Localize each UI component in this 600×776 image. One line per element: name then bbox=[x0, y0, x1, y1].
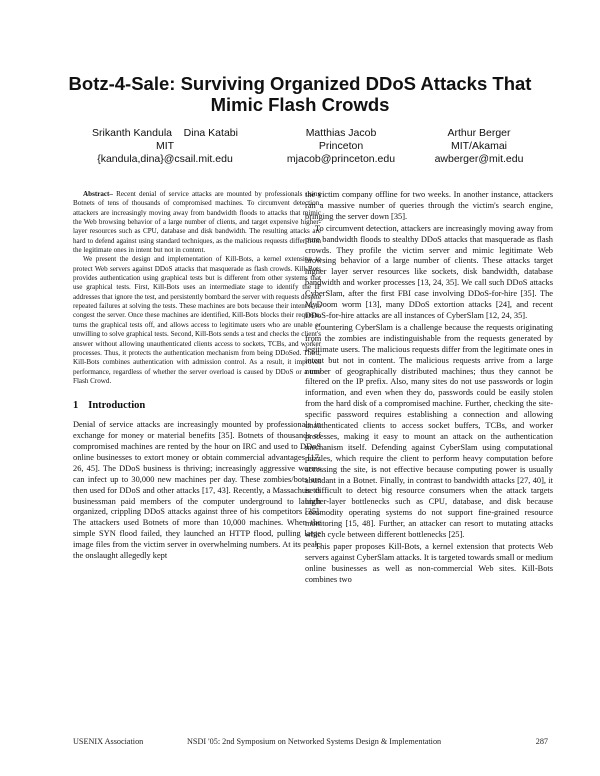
right-paragraph-1: To circumvent detection, attackers are increasingly moving away from pure bandwidth floods to stealthy DDoS attacks that masquerade as flash crowds. They profile the victim server and mimic legitimate Web browsing behavior of a large number of clients. These attacks target higher layer server resources like sockets, disk bandwidth, database bandwidth and worker processes [13, 24, 35]. We call such DDoS attacks CyberSlam, after the first FBI case involving DDoS-for-hire [35]. The MyDoom worm [13], many DDoS extortion attacks [24], and recent DDoS-for-hire attacks are all instances of CyberSlam [12, 24, 35]. bbox=[305, 223, 553, 320]
page-number: 287 bbox=[535, 737, 548, 746]
right-paragraph-2: Countering CyberSlam is a challenge because the requests originating from the zombies are indistinguishable from the requests generated by legitimate users. The malicious requests differ from the legitimate ones in intent but not in content. The malicious requests arrive from a large number of geographically distributed machines; thus they cannot be filtered on the IP prefix. Also, many sites do not use passwords or login information, and even when they do, passwords could be easily stolen from the hard disk of a compromised machine. Further, checking the site-specific password requires establishing a connection and allowing unauthenticated clients to access socket buffers, TCBs, and worker processes, making it easy to mount an attack on the authentication mechanism itself. Defending against CyberSlam using computational puzzles, which require the client to perform heavy computation before accessing the site, is not effective because computing power is usually abundant in a Botnet. Finally, in contrast to bandwidth attacks [27, 40], it is difficult to detect big resource consumers when the attack targets higher-layer bottlenecks such as CPU, database, and disk because commodity operating systems do not support fine-grained resource monitoring [15, 48]. Further, an attacker can resort to mutating attacks which cycle between different bottlenecks [25]. bbox=[305, 322, 553, 540]
title-line-1: Botz-4-Sale: Surviving Organized DDoS Attacks That bbox=[68, 73, 532, 94]
author-group-princeton bbox=[276, 127, 406, 166]
introduction-body bbox=[73, 420, 321, 562]
footer-left: USENIX Association bbox=[73, 737, 144, 746]
right-column bbox=[305, 190, 553, 587]
abstract-paragraph-2: We present the design and implementation of Kill-Bots, a kernel extension to protect Web servers against DDoS attacks that masquerade as flash crowds. Kill-Bots provides authentication using graphical tests but is different from other systems that use graphical tests. First, Kill-Bots uses an intermediate stage to identify the IP addresses that ignore the test, and persistently bombard the server with requests despite repeated failures at solving the tests. These machines are bots because their intent is to congest the server. Once these machines are identified, Kill-Bots blocks their requests, turns the graphical tests off, and allows access to legitimate users who are unable or unwilling to solve graphical tests. Second, Kill-Bots sends a test and checks the client's answer without allowing unauthenticated clients access to sockets, TCBs, and worker processes. Thus, it protects the authentication mechanism from being DDoSed. Third, Kill-Bots combines authentication with admission control. As a result, it improves performance, regardless of whether the server overload is caused by DDoS or a true Flash Crowd. bbox=[73, 255, 321, 385]
abstract bbox=[73, 190, 321, 386]
section-number: 1 bbox=[73, 400, 79, 412]
abstract-label: Abstract– bbox=[83, 190, 113, 198]
author-affiliation: MIT/Akamai bbox=[450, 140, 507, 152]
author-email: awberger@mit.edu bbox=[434, 153, 524, 165]
section-heading-introduction bbox=[73, 399, 321, 412]
author-names: Arthur Berger bbox=[447, 127, 511, 139]
author-names: Srikanth Kandula Dina Katabi bbox=[92, 127, 238, 139]
footer-center: NSDI '05: 2nd Symposium on Networked Systems Design & Implementation bbox=[187, 737, 442, 746]
author-group-akamai bbox=[414, 127, 544, 166]
author-names: Matthias Jacob bbox=[305, 127, 377, 139]
title-line-2: Mimic Flash Crowds bbox=[210, 94, 390, 115]
abstract-paragraph-1 bbox=[73, 190, 321, 255]
section-title: Introduction bbox=[88, 400, 146, 412]
author-affiliation: MIT bbox=[155, 140, 175, 152]
intro-paragraph-1: Denial of service attacks are increasingly mounted by professionals in exchange for money or material benefits [35]. Botnets of thousands of compromised machines are rented by the hour on IRC and used to DDoS online businesses to extort money or obtain commercial advantages [17, 26, 45]. The DDoS business is thriving; increasingly aggressive worms can infect up to 30,000 new machines per day. These zombies/bots are then used for DDoS and other attacks [17, 43]. Recently, a Massachusetts businessman paid members of the computer underground to launch organized, crippling DDoS attacks against three of his competitors [35]. The attackers used Botnets of more than 10,000 machines. When the simple SYN flood failed, they launched an HTTP flood, pulling large image files from the victim server in overwhelming numbers. At its peak, the onslaught allegedly kept bbox=[73, 420, 321, 561]
right-paragraph-3: This paper proposes Kill-Bots, a kernel extension that protects Web servers against CyberSlam attacks. It is targeted towards small or medium online businesses as well as non-commercial Web sites. Kill-Bots combines two bbox=[305, 542, 554, 584]
right-column-body bbox=[305, 190, 553, 586]
left-column bbox=[73, 190, 321, 562]
author-affiliation: Princeton bbox=[318, 140, 364, 152]
author-group-mit bbox=[80, 127, 250, 166]
right-paragraph-0: the victim company offline for two weeks. In another instance, attackers ran a massive number of queries through the victim's search engine, bringing the server down [35]. bbox=[305, 190, 553, 221]
abstract-text-1: Recent denial of service attacks are mounted by professionals using Botnets of tens of thousands of compromised machines. To circumvent detection, attackers are increasingly moving away from bandwidth floods to attacks that mimic the Web browsing behavior of a large number of clients, and target expensive higher-layer resources such as CPU, database and disk bandwidth. The resulting attacks are hard to defend against using standard techniques, as the malicious requests differ from the legitimate ones in intent but not in content. bbox=[73, 190, 322, 255]
paper-title bbox=[40, 73, 560, 115]
author-email: {kandula,dina}@csail.mit.edu bbox=[97, 153, 233, 165]
author-email: mjacob@princeton.edu bbox=[286, 153, 396, 165]
